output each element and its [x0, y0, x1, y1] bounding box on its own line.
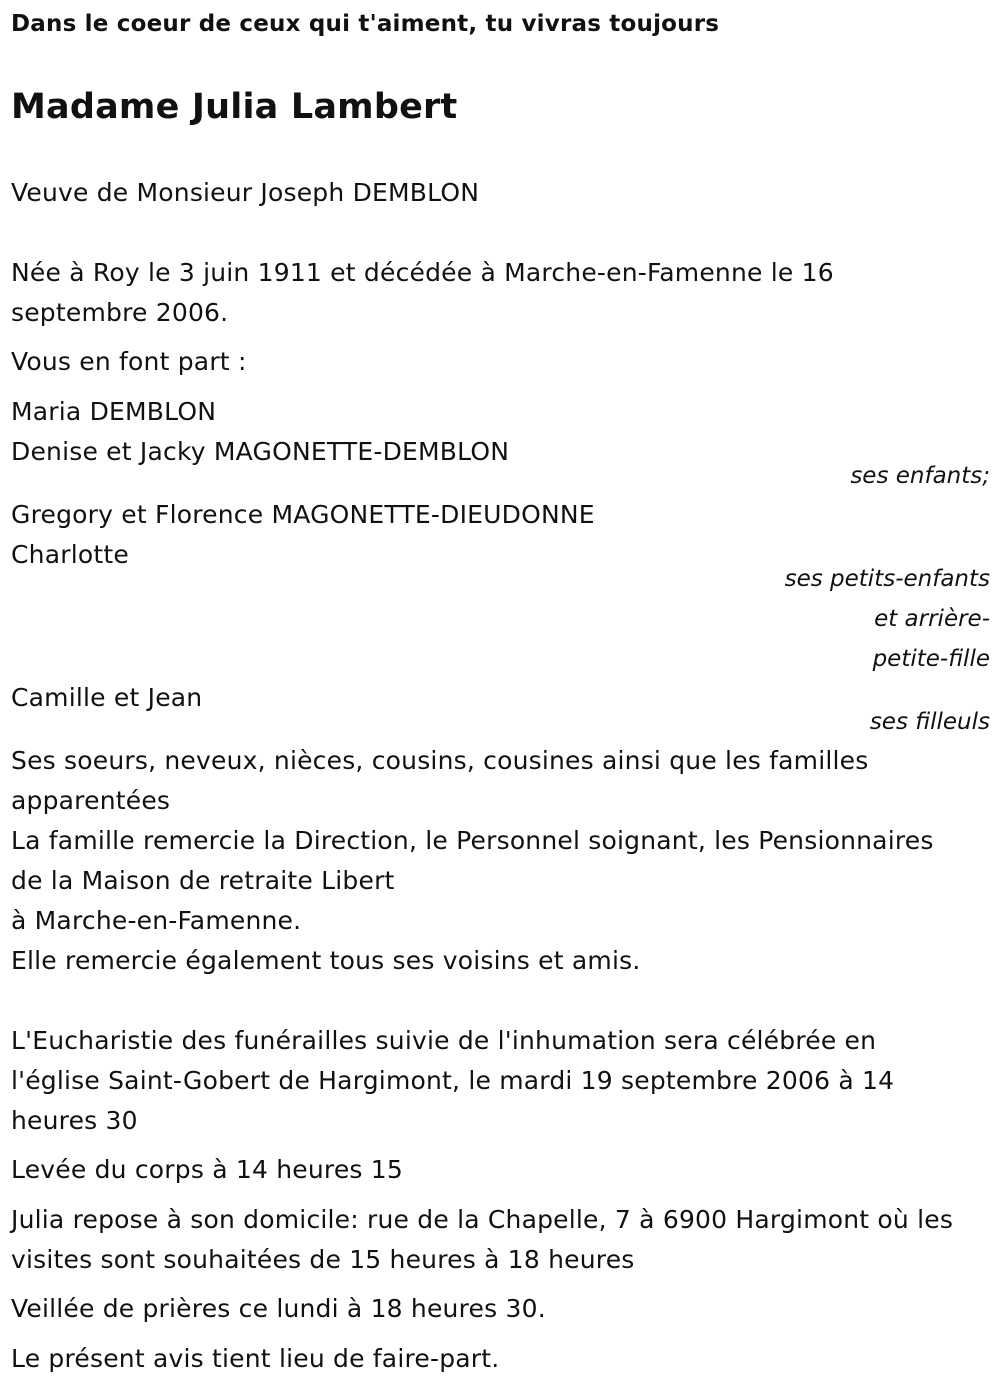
grandchild-name: Charlotte: [11, 540, 129, 569]
thanks-line: à Marche-en-Famenne.: [11, 906, 302, 935]
ceremony-line: l'église Saint-Gobert de Hargimont, le mardi 19 septembre 2006 à 14: [11, 1066, 895, 1095]
deceased-name: Madame Julia Lambert: [11, 87, 458, 127]
announce-intro: Vous en font part :: [11, 347, 247, 376]
ceremony-line: L'Eucharistie des funérailles suivie de l'inhumation sera célébrée en: [11, 1026, 877, 1055]
child-name: Maria DEMBLON: [11, 397, 217, 426]
closing: Le présent avis tient lieu de faire-part.: [11, 1344, 500, 1373]
thanks-line: La famille remercie la Direction, le Personnel soignant, les Pensionnaires: [11, 826, 934, 855]
grandchildren-role-line: petite-fille: [872, 646, 990, 672]
child-name: Denise et Jacky MAGONETTE-DEMBLON: [11, 437, 510, 466]
relatives-line: Ses soeurs, neveux, nièces, cousins, cousines ainsi que les familles: [11, 746, 869, 775]
thanks-line: Elle remercie également tous ses voisins et amis.: [11, 946, 641, 975]
children-role: ses enfants;: [850, 463, 990, 489]
birth-death-line-1: Née à Roy le 3 juin 1911 et décédée à Marche-en-Famenne le 16: [11, 258, 834, 287]
grandchildren-role-line: et arrière-: [874, 606, 990, 632]
relatives-line: apparentées: [11, 786, 171, 815]
levee: Levée du corps à 14 heures 15: [11, 1155, 403, 1184]
visits-line: visites sont souhaitées de 15 heures à 18 heures: [11, 1245, 635, 1274]
grandchildren-role-line: ses petits-enfants: [784, 566, 990, 592]
godchildren-role: ses filleuls: [869, 709, 990, 735]
godchild-name: Camille et Jean: [11, 683, 203, 712]
thanks-line: de la Maison de retraite Libert: [11, 866, 395, 895]
motto: Dans le coeur de ceux qui t'aiment, tu vivras toujours: [11, 11, 720, 37]
vigil: Veillée de prières ce lundi à 18 heures 30.: [11, 1294, 546, 1323]
widow-of: Veuve de Monsieur Joseph DEMBLON: [11, 178, 480, 207]
birth-death-line-2: septembre 2006.: [11, 298, 229, 327]
ceremony-line: heures 30: [11, 1106, 138, 1135]
visits-line: Julia repose à son domicile: rue de la Chapelle, 7 à 6900 Hargimont où les: [11, 1205, 954, 1234]
grandchild-name: Gregory et Florence MAGONETTE-DIEUDONNE: [11, 500, 595, 529]
